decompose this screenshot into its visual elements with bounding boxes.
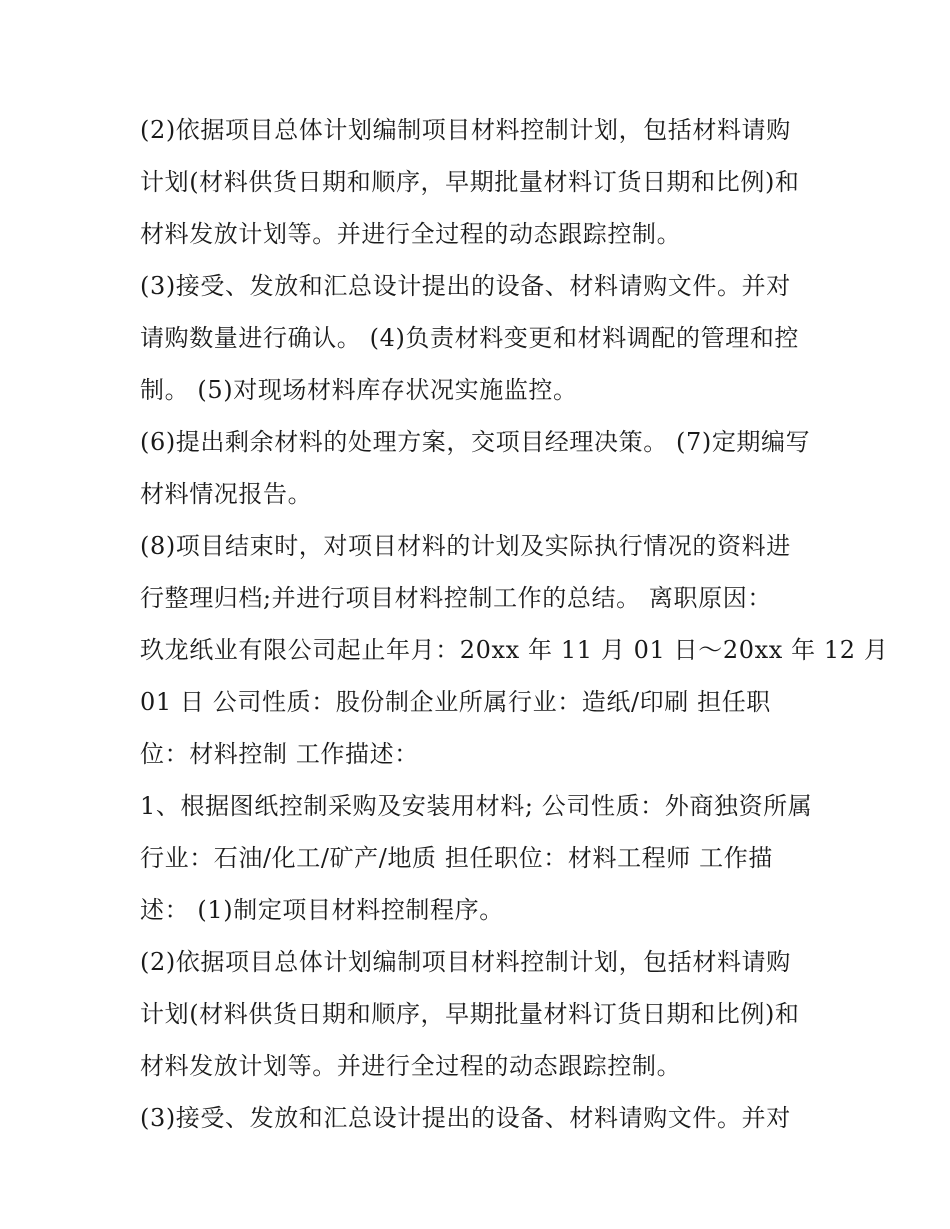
text-line: 计划(材料供货日期和顺序，早期批量材料订货日期和比例)和 — [140, 168, 800, 196]
text-line: 01 日 公司性质：股份制企业所属行业：造纸/印刷 担任职 — [140, 688, 771, 716]
text-line: 行整理归档;并进行项目材料控制工作的总结。 离职原因： — [140, 584, 772, 612]
text-line: 制。 (5)对现场材料库存状况实施监控。 — [140, 376, 578, 404]
text-line: 材料情况报告。 — [140, 480, 313, 508]
text-line: (6)提出剩余材料的处理方案，交项目经理决策。 (7)定期编写 — [140, 428, 811, 456]
document-body — [140, 104, 889, 1144]
text-line: 行业：石油/化工/矿产/地质 担任职位：材料工程师 工作描 — [140, 844, 773, 872]
text-line: 述： (1)制定项目材料控制程序。 — [140, 896, 504, 924]
text-line: 计划(材料供货日期和顺序，早期批量材料订货日期和比例)和 — [140, 1000, 800, 1028]
text-line: (8)项目结束时，对项目材料的计划及实际执行情况的资料进 — [140, 532, 791, 560]
text-line: 请购数量进行确认。 (4)负责材料变更和材料调配的管理和控 — [140, 324, 800, 352]
text-line: (3)接受、发放和汇总设计提出的设备、材料请购文件。并对 — [140, 1104, 791, 1132]
text-line: (3)接受、发放和汇总设计提出的设备、材料请购文件。并对 — [140, 272, 791, 300]
text-line: (2)依据项目总体计划编制项目材料控制计划，包括材料请购 — [140, 116, 791, 144]
text-line: 材料发放计划等。并进行全过程的动态跟踪控制。 — [140, 1052, 682, 1080]
text-line: 玖龙纸业有限公司起止年月：20xx 年 11 月 01 日～20xx 年 12 月 — [140, 636, 889, 664]
text-line: 1、根据图纸控制采购及安装用材料; 公司性质：外商独资所属 — [140, 792, 813, 820]
text-line: (2)依据项目总体计划编制项目材料控制计划，包括材料请购 — [140, 948, 791, 976]
text-line: 材料发放计划等。并进行全过程的动态跟踪控制。 — [140, 220, 682, 248]
text-line: 位：材料控制 工作描述： — [140, 740, 419, 768]
